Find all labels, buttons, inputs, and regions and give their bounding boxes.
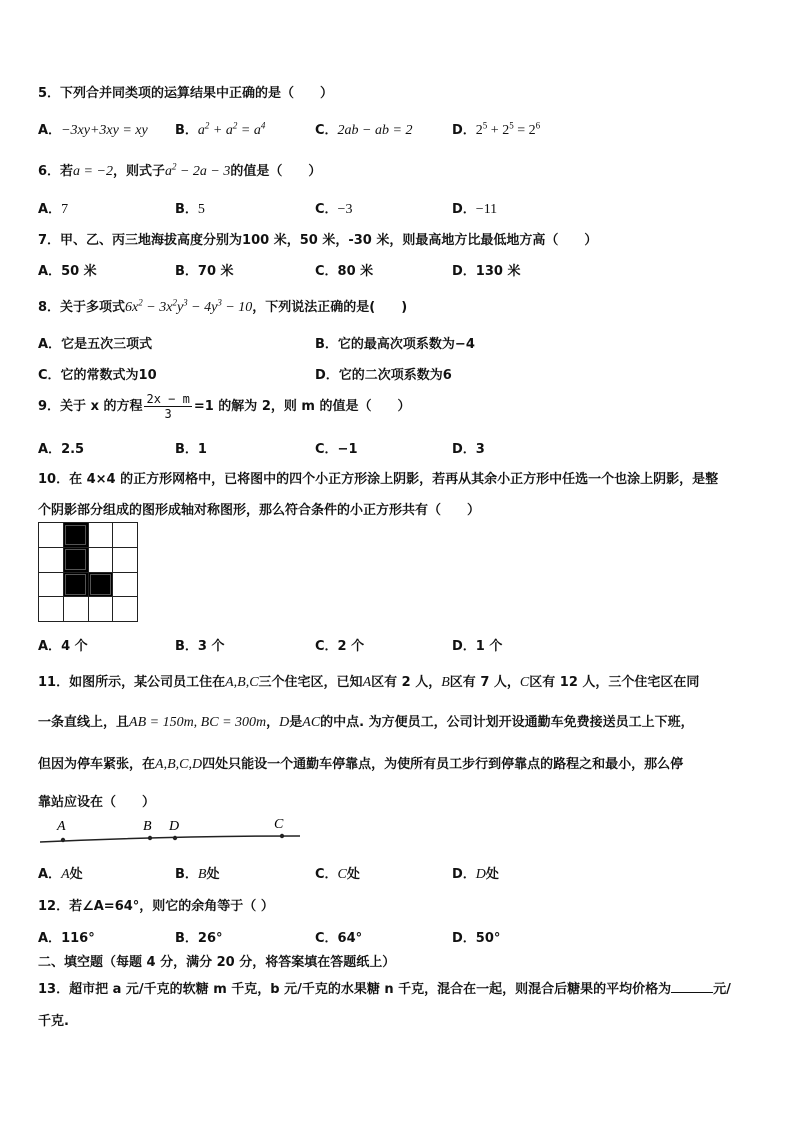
q8-option-d: D．它的二次项系数为6: [315, 368, 452, 383]
q7-option-b: B．70 米: [175, 264, 234, 279]
q11-point-c: [280, 834, 284, 838]
q9-option-d: D．3: [452, 442, 485, 457]
q11-label-b: B: [143, 819, 152, 834]
q11-line2: 一条直线上，且AB = 150m, BC = 300m，D是AC的中点. 为方便员工，公司计划开设通勤车免费接送员工上下班，: [38, 715, 694, 730]
q11-option-c: C．C处: [315, 867, 360, 882]
q5-option-d: D．$2^5 + 2^5 = 2^6$: [452, 120, 541, 138]
q11-label-a: A: [57, 819, 66, 834]
q11-line3: 但因为停车紧张，在A,B,C,D四处只能设一个通勤车停靠点，为使所有员工步行到停靠点的路程之和最小，那么停: [38, 757, 684, 772]
q11-line1: 11．如图所示，某公司员工住在A,B,C三个住宅区，已知A区有 2 人，B区有 7 人，C区有 12 人，三个住宅区在同: [38, 675, 700, 690]
q10-option-c: C．2 个: [315, 639, 365, 654]
q11-line-figure: [38, 816, 308, 852]
q7-option-a: A．50 米: [38, 264, 97, 279]
q10-grid-figure: [38, 522, 138, 622]
q11-label-c: C: [274, 817, 284, 832]
q9-fraction: $\frac{2x - m}{3}$: [146, 392, 190, 421]
q11-option-b: B．B处: [175, 867, 220, 882]
q7-stem: 7．甲、乙、丙三地海拔高度分别为100 米，50 米，-30 米，则最高地方比最低地方高（ ）: [38, 233, 598, 248]
q12-option-b: B．26°: [175, 931, 223, 946]
q11-point-d: [173, 836, 177, 840]
q11-label-d: D: [169, 819, 180, 834]
q12-option-c: C．64°: [315, 931, 363, 946]
q10-stem-line1: 10．在 4×4 的正方形网格中，已将图中的四个小正方形涂上阴影，若再从其余小正方形中任选一个也涂上阴影，是整: [38, 472, 719, 487]
q6-option-c: C．−3: [315, 202, 353, 217]
q7-option-d: D．130 米: [452, 264, 521, 279]
q8-option-a: A．它是五次三项式: [38, 337, 153, 352]
q11-option-a: A．A处: [38, 867, 83, 882]
q6-option-b: B．5: [175, 202, 205, 217]
q9-option-c: C．−1: [315, 442, 358, 457]
q13-line2: 千克.: [38, 1014, 69, 1029]
q6-stem: 6．若a = −2，则式子$a^2 - 2a - 3$的值是（ ）: [38, 161, 322, 179]
q5-option-b: B．$a^2 + a^2 = a^4$: [175, 120, 266, 138]
q10-option-b: B．3 个: [175, 639, 225, 654]
q8-stem: 8．关于多项式$6x^2 - 3x^2y^3 - 4y^3 - 10$，下列说法正确的是( ): [38, 297, 408, 315]
q9-option-b: B．1: [175, 442, 207, 457]
q5-stem: 5．下列合并同类项的运算结果中正确的是（ ）: [38, 86, 334, 101]
q5-option-c: C．2ab − ab = 2: [315, 123, 413, 138]
q11-point-a: [61, 838, 65, 842]
q6-option-a: A．7: [38, 202, 69, 217]
q5-option-a: A．−3xy+3xy = xy: [38, 123, 148, 138]
q11-point-b: [148, 836, 152, 840]
q8-option-b: B．它的最高次项系数为−4: [315, 337, 475, 352]
q11-line4: 靠站应设在（ ）: [38, 795, 156, 810]
q8-option-c: C．它的常数式为10: [38, 368, 157, 383]
section-heading: 二、填空题（每题 4 分，满分 20 分，将答案填在答题纸上）: [38, 955, 396, 970]
q12-option-a: A．116°: [38, 931, 95, 946]
q11-street-line: [40, 836, 300, 842]
q9-option-a: A．2.5: [38, 442, 85, 457]
q12-option-d: D．50°: [452, 931, 501, 946]
q12-stem: 12．若∠A=64°，则它的余角等于（ ）: [38, 899, 274, 914]
q10-option-a: A．4 个: [38, 639, 88, 654]
q7-option-c: C．80 米: [315, 264, 374, 279]
q11-option-d: D．D处: [452, 867, 499, 882]
q6-option-d: D．−11: [452, 202, 498, 217]
q10-option-d: D．1 个: [452, 639, 503, 654]
q10-stem-line2: 个阴影部分组成的图形成轴对称图形，那么符合条件的小正方形共有（ ）: [38, 503, 481, 518]
q9-stem: 9．关于 x 的方程 $\frac{2x - m}{3}$ =1 的解为 2，则 m 的值是（ ）: [38, 392, 411, 421]
q13-answer-blank[interactable]: [671, 980, 713, 993]
q13-line1: 13．超市把 a 元/千克的软糖 m 千克，b 元/千克的水果糖 n 千克，混合在一起，则混合后糖果的平均价格为 元/: [38, 982, 731, 997]
